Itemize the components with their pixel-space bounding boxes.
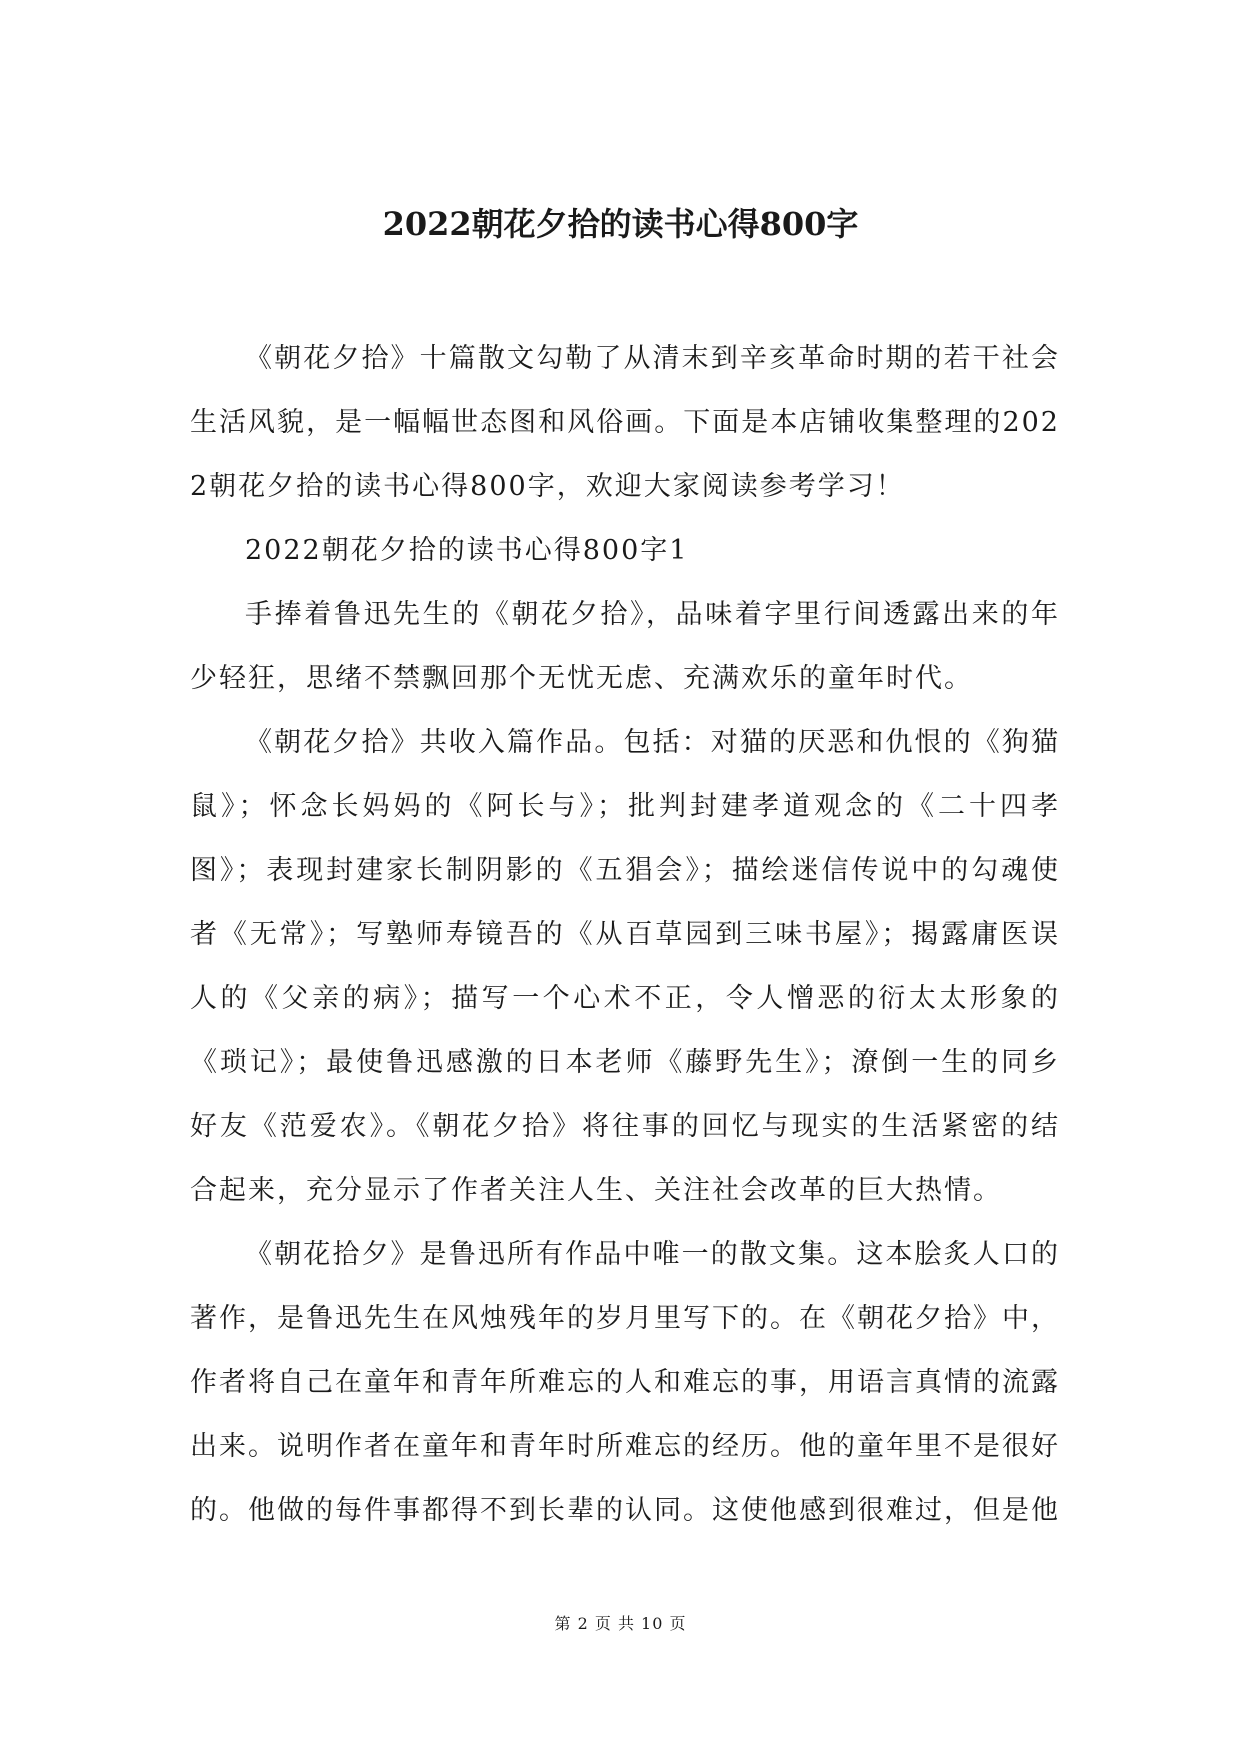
intro-paragraph: 《朝花夕拾》十篇散文勾勒了从清末到辛亥革命时期的若干社会生活风貌，是一幅幅世态图和风俗画。下面是本店铺收集整理的2022朝花夕拾的读书心得800字，欢迎大家阅读参考学习！ xyxy=(190,343,1060,502)
page-title: 2022朝花夕拾的读书心得800字 xyxy=(382,205,859,243)
body-paragraph: 手捧着鲁迅先生的《朝花夕拾》，品味着字里行间透露出来的年少轻狂，思绪不禁飘回那个无忧无虑、充满欢乐的童年时代。 xyxy=(190,599,1060,694)
document-body xyxy=(190,327,1060,1543)
section-heading: 2022朝花夕拾的读书心得800字1 xyxy=(245,535,689,566)
body-paragraph: 《朝花夕拾》共收入篇作品。包括：对猫的厌恶和仇恨的《狗猫鼠》；怀念长妈妈的《阿长与》；批判封建孝道观念的《二十四孝图》；表现封建家长制阴影的《五猖会》；描绘迷信传说中的勾魂使者《无常》；写塾师寿镜吾的《从百草园到三味书屋》；揭露庸医误人的《父亲的病》；描写一个心术不正，令人憎恶的衍太太形象的《琐记》；最使鲁迅感激的日本老师《藤野先生》；潦倒一生的同乡好友《范爱农》。《朝花夕拾》将往事的回忆与现实的生活紧密的结合起来，充分显示了作者关注人生、关注社会改革的巨大热情。 xyxy=(190,727,1060,1206)
body-paragraph: 《朝花拾夕》是鲁迅所有作品中唯一的散文集。这本脍炙人口的著作，是鲁迅先生在风烛残年的岁月里写下的。在《朝花夕拾》中，作者将自己在童年和青年所难忘的人和难忘的事，用语言真情的流露出来。说明作者在童年和青年时所难忘的经历。他的童年里不是很好的。他做的每件事都得不到长辈的认同。这使他感到很难过，但是他 xyxy=(190,1239,1060,1526)
page-number: 第 2 页 共 10 页 xyxy=(554,1614,687,1633)
